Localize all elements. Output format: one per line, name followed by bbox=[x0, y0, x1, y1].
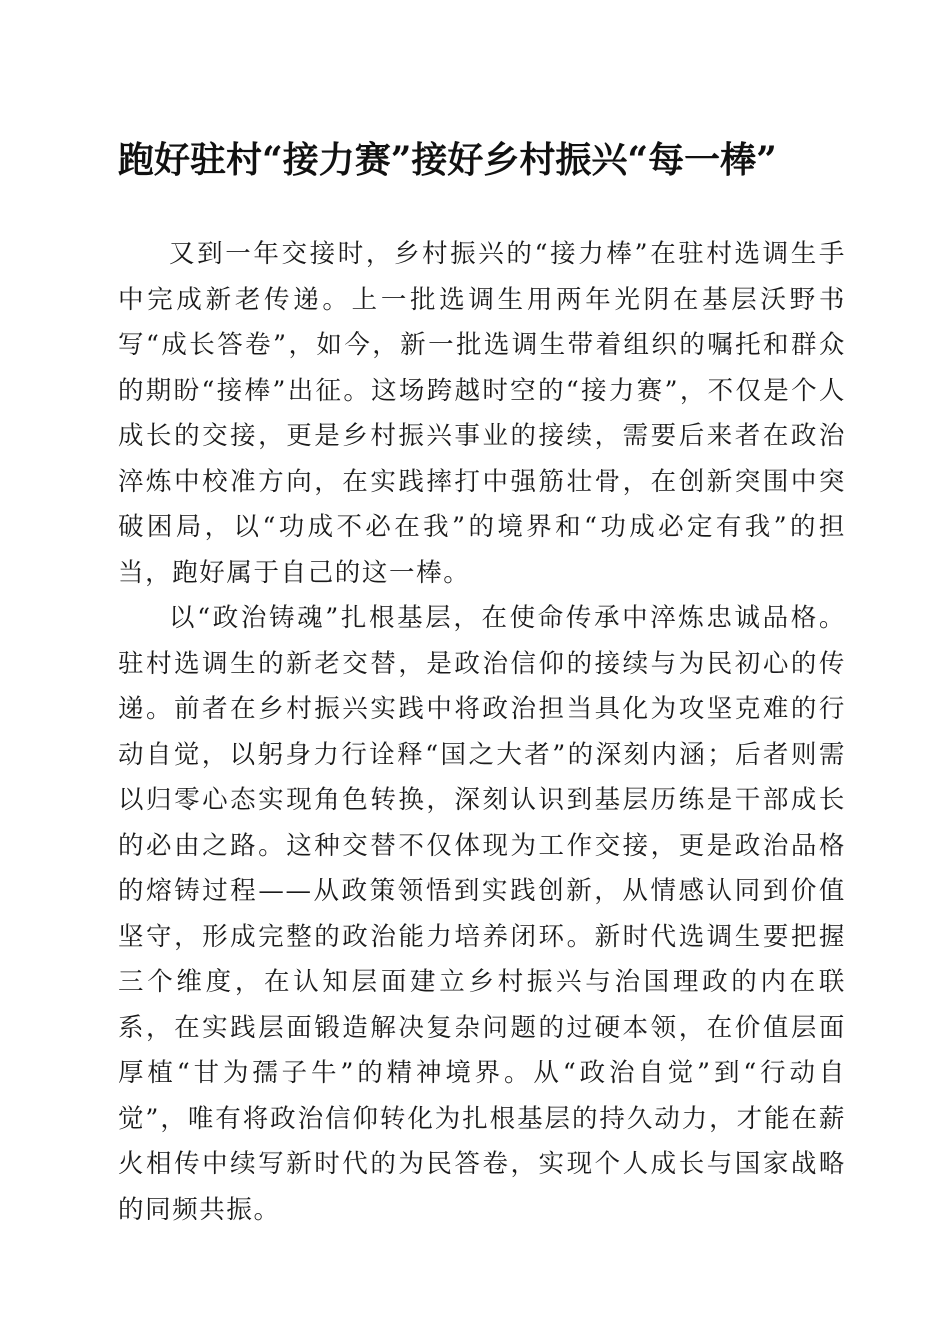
article-title: 跑好驻村“接力赛”接好乡村振兴“每一棒” bbox=[118, 139, 777, 181]
article-body bbox=[118, 232, 846, 1233]
paragraph-1: 又到一年交接时，乡村振兴的“接力棒”在驻村选调生手中完成新老传递。上一批选调生用两年光阴在基层沃野书写“成长答卷”，如今，新一批选调生带着组织的嘱托和群众的期盼“接棒”出征。这场跨越时空的“接力赛”，不仅是个人成长的交接，更是乡村振兴事业的接续，需要后来者在政治淬炼中校准方向，在实践摔打中强筋壮骨，在创新突围中突破困局，以“功成不必在我”的境界和“功成必定有我”的担当，跑好属于自己的这一棒。 bbox=[118, 239, 846, 588]
paragraph-2: 以“政治铸魂”扎根基层，在使命传承中淬炼忠诚品格。驻村选调生的新老交替，是政治信仰的接续与为民初心的传递。前者在乡村振兴实践中将政治担当具化为攻坚克难的行动自觉，以躬身力行诠释“国之大者”的深刻内涵；后者则需以归零心态实现角色转换，深刻认识到基层历练是干部成长的必由之路。这种交替不仅体现为工作交接，更是政治品格的熔铸过程——从政策领悟到实践创新，从情感认同到价值坚守，形成完整的政治能力培养闭环。新时代选调生要把握三个维度，在认知层面建立乡村振兴与治国理政的内在联系，在实践层面锻造解决复杂问题的过硬本领，在价值层面厚植“甘为孺子牛”的精神境界。从“政治自觉”到“行动自觉”，唯有将政治信仰转化为扎根基层的持久动力，才能在薪火相传中续写新时代的为民答卷，实现个人成长与国家战略的同频共振。 bbox=[118, 603, 846, 1225]
